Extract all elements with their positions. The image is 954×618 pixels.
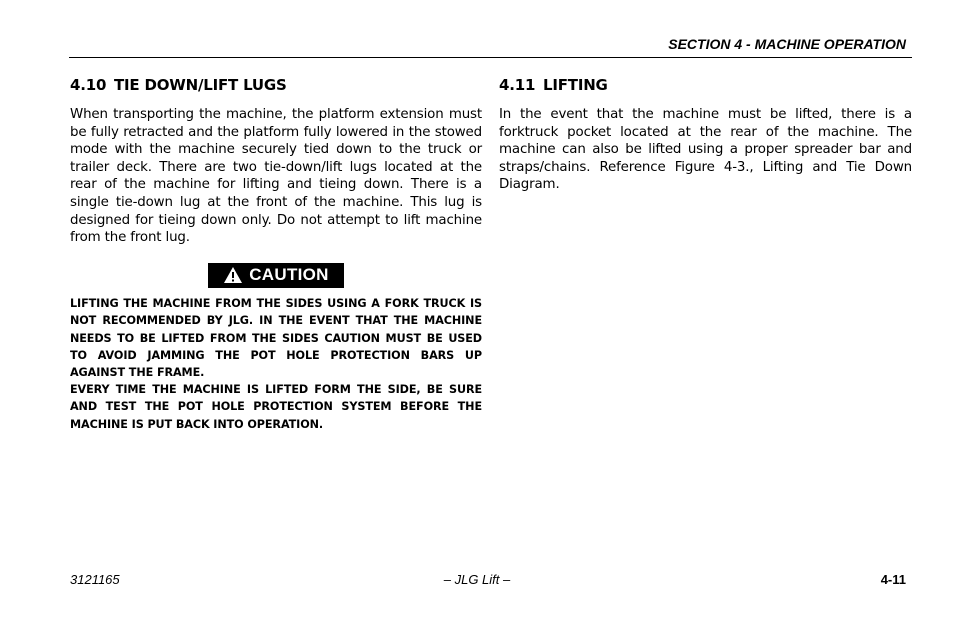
left-column xyxy=(70,76,482,433)
header-rule xyxy=(69,57,912,58)
caution-paragraph-1: LIFTING THE MACHINE FROM THE SIDES USING A FORK TRUCK IS NOT RECOMMENDED BY JLG. IN THE EVENT THAT THE MACHINE NEEDS TO BE LIFTED FROM THE SIDES CAUTION MUST BE USED TO AVOID JAMMING THE POT HOLE PROTECTION BARS UP AGAINST THE FRAME. xyxy=(70,297,482,380)
lifting-paragraph: In the event that the machine must be lifted, there is a forktruck pocket located at the rear of the machine. The machine can also be lifted using a proper spreader bar and straps/chains. Reference Figure 4-3., Lifting and Tie Down Diagram. xyxy=(499,107,912,193)
heading-title: TIE DOWN/LIFT LUGS xyxy=(114,76,287,94)
heading-number: 4.11 xyxy=(499,76,536,94)
section-title: SECTION 4 - MACHINE OPERATION xyxy=(668,36,906,52)
caution-label: CAUTION xyxy=(249,265,329,285)
heading-number: 4.10 xyxy=(70,76,107,94)
section-heading-4-10 xyxy=(70,76,482,94)
footer-doc-number: 3121165 xyxy=(70,572,120,587)
right-column xyxy=(499,76,912,194)
footer-center: – JLG Lift – xyxy=(443,572,511,587)
caution-paragraph-2: EVERY TIME THE MACHINE IS LIFTED FORM THE SIDE, BE SURE AND TEST THE POT HOLE PROTECTION SYSTEM BEFORE THE MACHINE IS PUT BACK INTO OPERATION. xyxy=(70,383,482,431)
caution-block xyxy=(70,263,482,290)
footer-page-number: 4-11 xyxy=(880,572,906,587)
caution-badge xyxy=(208,263,344,288)
heading-title: LIFTING xyxy=(543,76,608,94)
tie-down-paragraph: When transporting the machine, the platform extension must be fully retracted and the platform fully lowered in the stowed mode with the machine securely tied down to the truck or trailer deck. There are two tie-down/lift lugs located at the rear of the machine for lifting and tieing down. There is a single tie-down lug at the front of the machine. This lug is designed for tieing down only. Do not attempt to lift machine from the front lug. xyxy=(70,107,482,246)
section-heading-4-11 xyxy=(499,76,912,94)
warning-triangle-icon xyxy=(223,266,243,284)
